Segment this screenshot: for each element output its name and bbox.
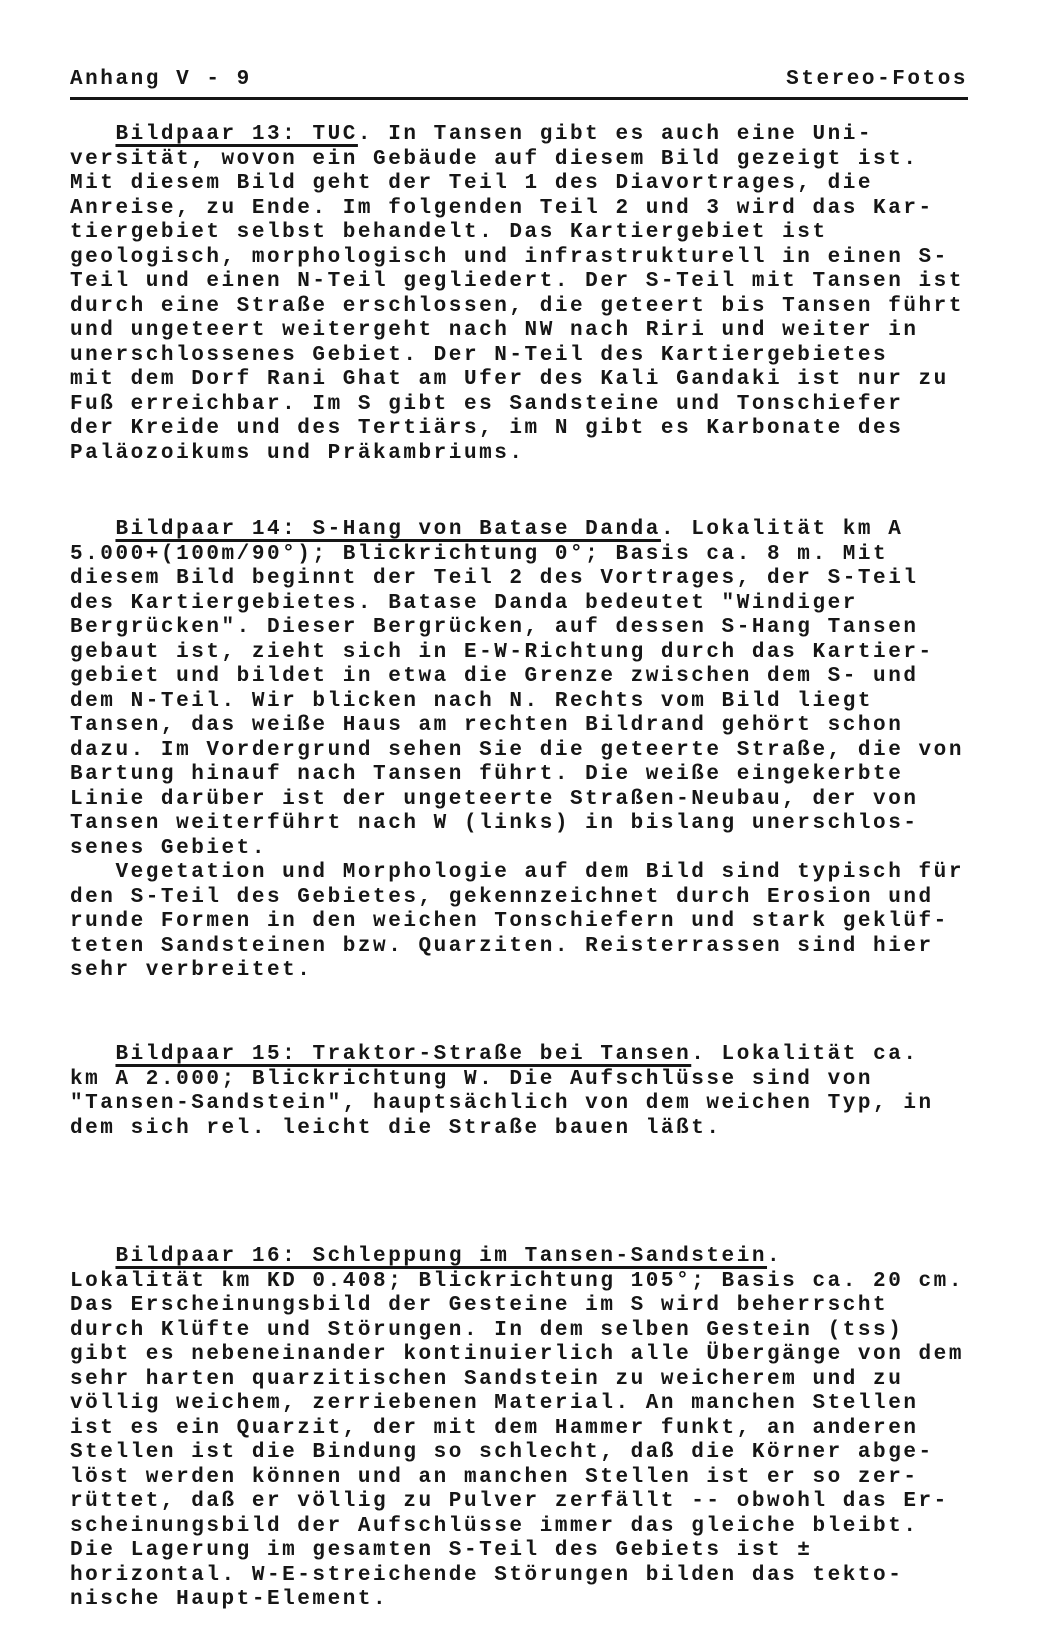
body-line: durch Klüfte und Störungen. In dem selben Gestein (tss)	[70, 1318, 904, 1342]
body-line: Mit diesem Bild geht der Teil 1 des Diavortrages, die	[70, 172, 874, 195]
body-line: Das Erscheinungsbild der Gesteine im S wird beherrscht	[70, 1294, 889, 1317]
body-line: löst werden können und an manchen Stellen ist er so zer-	[70, 1465, 919, 1489]
heading-rest: . In Tansen gibt es auch eine Uni-	[357, 123, 874, 146]
body-line: senes Gebiet.	[70, 836, 267, 860]
body-line: Fuß erreichbar. Im S gibt es Sandsteine und Tonschiefer	[70, 392, 904, 416]
body-line: "Tansen-Sandstein", hauptsächlich von dem weichen Typ, in	[70, 1092, 934, 1115]
body-line: ist es ein Quarzit, der mit dem Hammer funkt, an anderen	[70, 1416, 919, 1440]
heading-title-underlined: Bildpaar 14: S-Hang von Batase Danda	[115, 518, 661, 541]
body-line: Tansen weiterführt nach W (links) in bislang unerschlos-	[70, 812, 919, 835]
body-line: gebaut ist, zieht sich in E-W-Richtung durch das Kartier-	[70, 640, 934, 664]
body-line: Bergrücken". Dieser Bergrücken, auf dessen S-Hang Tansen	[70, 616, 919, 639]
body-line: Vegetation und Morphologie auf dem Bild sind typisch für	[70, 861, 964, 884]
body-line: den S-Teil des Gebietes, gekennzeichnet durch Erosion und	[70, 885, 934, 909]
heading-title-underlined: Bildpaar 13: TUC	[115, 123, 358, 146]
body-line: Tansen, das weiße Haus am rechten Bildrand gehört schon	[70, 714, 904, 737]
body-line: mit dem Dorf Rani Ghat am Ufer des Kali Gandaki ist nur zu	[70, 368, 949, 391]
body-line: Bartung hinauf nach Tansen führt. Die weiße eingekerbte	[70, 763, 904, 786]
heading-title-underlined: Bildpaar 15: Traktor-Straße bei Tansen	[115, 1043, 692, 1066]
body-line: tiergebiet selbst behandelt. Das Kartiergebiet ist	[70, 221, 828, 244]
heading-indent	[70, 1043, 115, 1066]
body-line: rüttet, daß er völlig zu Pulver zerfällt -- obwohl das Er-	[70, 1490, 949, 1513]
body-line: horizontal. W-E-streichende Störungen bilden das tekto-	[70, 1563, 904, 1587]
heading-indent	[70, 518, 115, 541]
body-line: sehr verbreitet.	[70, 959, 313, 982]
heading-indent	[70, 1245, 115, 1268]
body-line: diesem Bild beginnt der Teil 2 des Vortrages, der S-Teil	[70, 567, 919, 590]
heading-indent	[70, 123, 115, 146]
body-line: versität, wovon ein Gebäude auf diesem Bild gezeigt ist.	[70, 147, 919, 171]
body-line: km A 2.000; Blickrichtung W. Die Aufschlüsse sind von	[70, 1067, 874, 1091]
body-line: dazu. Im Vordergrund sehen Sie die geteerte Straße, die von	[70, 738, 964, 762]
body-line: gibt es nebeneinander kontinuierlich alle Übergänge von dem	[70, 1343, 964, 1366]
body-line: Anreise, zu Ende. Im folgenden Teil 2 und 3 wird das Kar-	[70, 196, 934, 220]
paragraph-heading	[70, 1043, 990, 1068]
body-line: sehr harten quarzitischen Sandstein zu weicherem und zu	[70, 1367, 904, 1391]
body-line: dem sich rel. leicht die Straße bauen läßt.	[70, 1116, 722, 1140]
paragraph-heading	[70, 1245, 990, 1270]
body-line: Teil und einen N-Teil gegliedert. Der S-Teil mit Tansen ist	[70, 270, 964, 293]
body-line: Stellen ist die Bindung so schlecht, daß die Körner abge-	[70, 1441, 934, 1464]
paragraph-bildpaar-14	[70, 518, 990, 984]
body-line: Lokalität km KD 0.408; Blickrichtung 105°; Basis ca. 20 cm.	[70, 1269, 964, 1293]
body-line: Die Lagerung im gesamten S-Teil des Gebiets ist ±	[70, 1539, 813, 1562]
body-line: teten Sandsteinen bzw. Quarziten. Reisterrassen sind hier	[70, 934, 934, 958]
body-line: runde Formen in den weichen Tonschiefern und stark geklüf-	[70, 910, 949, 933]
body-line: dem N-Teil. Wir blicken nach N. Rechts vom Bild liegt	[70, 689, 874, 713]
body-line: Linie darüber ist der ungeteerte Straßen-Neubau, der von	[70, 787, 919, 811]
paragraph-bildpaar-13	[70, 123, 990, 466]
heading-rest: . Lokalität ca.	[691, 1043, 919, 1066]
body-line: und ungeteert weitergeht nach NW nach Riri und weiter in	[70, 319, 919, 342]
body-line: 5.000+(100m/90°); Blickrichtung 0°; Basis ca. 8 m. Mit	[70, 542, 889, 566]
body-line: durch eine Straße erschlossen, die geteert bis Tansen führt	[70, 294, 964, 318]
heading-title-underlined: Bildpaar 16: Schleppung im Tansen-Sandstein	[115, 1245, 768, 1268]
paragraph-bildpaar-15	[70, 1043, 990, 1141]
header-right-text: Stereo-Fotos	[786, 68, 968, 91]
body-line: unerschlossenes Gebiet. Der N-Teil des Kartiergebietes	[70, 343, 889, 367]
body-line: der Kreide und des Tertiärs, im N gibt es Karbonate des	[70, 417, 904, 440]
body-line: des Kartiergebietes. Batase Danda bedeutet "Windiger	[70, 591, 858, 615]
header-left-text: Anhang V - 9	[70, 68, 252, 91]
body-line: gebiet und bildet in etwa die Grenze zwischen dem S- und	[70, 665, 919, 688]
body-line: geologisch, morphologisch und infrastrukturell in einen S-	[70, 245, 949, 269]
paragraph-bildpaar-16	[70, 1245, 990, 1613]
page-header	[70, 68, 968, 100]
body-line: völlig weichem, zerriebenen Material. An manchen Stellen	[70, 1392, 919, 1415]
body-line: Paläozoikums und Präkambriums.	[70, 441, 525, 465]
heading-rest: .	[767, 1245, 783, 1268]
heading-rest: . Lokalität km A	[660, 518, 904, 541]
paragraph-heading	[70, 123, 990, 148]
paragraph-heading	[70, 518, 990, 543]
body-line: nische Haupt-Element.	[70, 1588, 389, 1611]
body-line: scheinungsbild der Aufschlüsse immer das gleiche bleibt.	[70, 1514, 919, 1538]
